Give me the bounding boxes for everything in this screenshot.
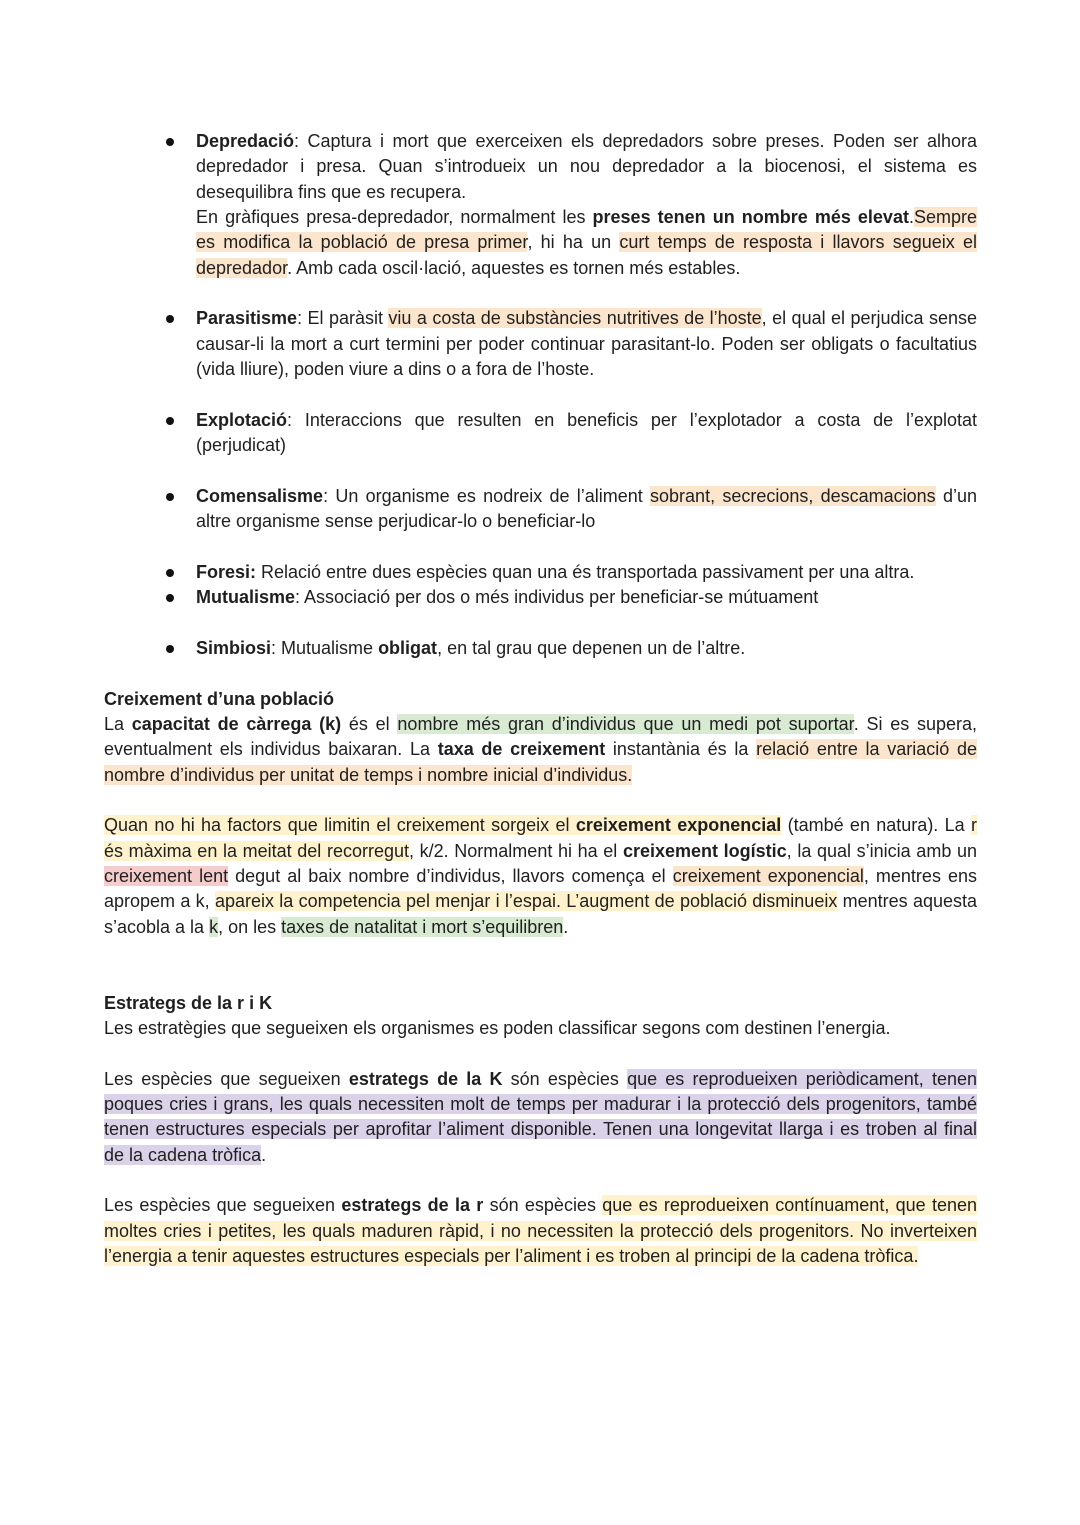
text-run: : Mutualisme bbox=[271, 637, 379, 658]
bullet-paragraph bbox=[196, 306, 977, 382]
bold-text: Mutualisme bbox=[196, 587, 296, 608]
text-run: (també en natura). La bbox=[781, 815, 971, 836]
paragraph bbox=[104, 712, 977, 788]
highlighted-text: curt temps de resposta i llavors segueix el depredador bbox=[196, 232, 977, 278]
bullet-icon bbox=[166, 315, 174, 323]
bold-text: Depredació bbox=[196, 131, 295, 151]
text-run: d’un altre organisme sense perjudicar-lo o beneficiar-lo bbox=[196, 485, 977, 532]
highlighted-text: r és màxima en la meitat del recorregut bbox=[104, 815, 977, 861]
highlighted-text: nombre més gran d’individus que un medi pot suportar bbox=[397, 713, 854, 734]
text-run: és el bbox=[341, 713, 398, 734]
highlighted-text: creixement exponencial bbox=[672, 865, 864, 886]
bullet-paragraph bbox=[196, 636, 977, 661]
text-run: són espècies bbox=[502, 1068, 628, 1089]
text-run: . bbox=[908, 207, 914, 228]
highlighted-text: viu a costa de substàncies nutritives de l’hoste bbox=[388, 308, 762, 329]
bold-text: Foresi: bbox=[196, 561, 257, 582]
highlighted-text: Quan no hi ha factors que limitin el creixement sorgeix el bbox=[104, 815, 576, 836]
bullet-paragraph bbox=[196, 585, 977, 610]
paragraph bbox=[104, 1016, 977, 1041]
bullet-paragraph bbox=[196, 205, 977, 281]
text-run: . bbox=[261, 1144, 267, 1165]
text-run: , el qual el perjudica sense causar-li la mort a curt termini per poder continuar parasitant-lo. Poden ser obligats o facultatius (vida lliure), poden viure a dins o a fora de l’hoste. bbox=[196, 308, 977, 380]
text-run: , on les bbox=[218, 916, 282, 937]
text-run: , hi ha un bbox=[527, 232, 620, 253]
bold-text: Parasitisme bbox=[196, 308, 298, 329]
bold-text: preses tenen un nombre més elevat bbox=[592, 207, 909, 228]
text-run: , la qual s’inicia amb un bbox=[786, 840, 977, 861]
text-run: instantània és la bbox=[605, 739, 757, 760]
bullet-paragraph bbox=[196, 484, 977, 535]
bullet-paragraph bbox=[196, 560, 977, 585]
text-run: . Amb cada oscil·lació, aquestes es tornen més estables. bbox=[287, 257, 741, 278]
text-run: mentres aquesta s’acobla a la bbox=[104, 891, 978, 937]
highlighted-text: creixement exponencial bbox=[575, 815, 782, 836]
highlighted-text: taxes de natalitat i mort s’equilibren bbox=[281, 916, 564, 937]
text-run: Les espècies que segueixen bbox=[104, 1195, 342, 1216]
highlighted-text: apareix la competencia pel menjar i l’espai. L’augment de població disminueix bbox=[214, 891, 838, 912]
bullet-item bbox=[104, 484, 977, 535]
bullet-item bbox=[104, 585, 977, 610]
highlighted-text: creixement lent bbox=[104, 865, 229, 886]
bold-text: Simbiosi bbox=[196, 637, 272, 658]
spacer bbox=[104, 788, 977, 813]
text-run: : Associació per dos o més individus per beneficiar-se mútuament bbox=[295, 587, 819, 608]
paragraph bbox=[104, 813, 977, 940]
bullet-icon bbox=[166, 645, 174, 653]
highlighted-text: que es reprodueixen contínuament, que tenen moltes cries i petites, les quals maduren ràpid, i no necessiten la protecció dels progenitors. No inverteixen l’energia a tenir aquestes estructures especials per l’aliment i es troben al principi de la cadena tròfica. bbox=[104, 1195, 977, 1267]
bullet-icon bbox=[166, 138, 174, 146]
bold-text: estrategs de la r bbox=[341, 1195, 484, 1216]
bullet-paragraph bbox=[196, 408, 977, 459]
bullet-item bbox=[104, 129, 977, 281]
bold-text: creixement logístic bbox=[622, 840, 787, 861]
text-run: , mentres ens apropem a k, bbox=[104, 865, 978, 912]
bold-text: Explotació bbox=[196, 409, 288, 430]
section-heading: Creixement d’una població bbox=[104, 688, 335, 709]
text-run: : Un organisme es nodreix de l’aliment bbox=[323, 485, 651, 506]
spacer bbox=[104, 1041, 977, 1066]
bold-text: obligat bbox=[378, 637, 438, 658]
text-run: Les estratègies que segueixen els organismes es poden classificar segons com destinen l’energia. bbox=[104, 1018, 891, 1039]
text-run: : Captura i mort que exerceixen els depredadors sobre preses. Poden ser alhora depredador i presa. Quan s’introdueix un nou depredador a la biocenosi, el sistema es desequilibra fins que es recupera. bbox=[196, 131, 977, 202]
text-run: degut al baix nombre d’individus, llavors comença el bbox=[228, 865, 673, 886]
bold-text: Comensalisme bbox=[196, 485, 324, 506]
text-run: Relació entre dues espècies quan una és transportada passivament per una altra. bbox=[256, 561, 915, 582]
highlighted-text: que es reprodueixen periòdicament, tenen poques cries i grans, les quals necessiten molt de temps per madurar i la protecció dels progenitors, també tenen estructures especials per aprofitar l’aliment disponible. Tenen una longevitat llarga i es troben al final de la cadena tròfica bbox=[104, 1068, 977, 1165]
text-run: : El paràsit bbox=[297, 308, 389, 329]
bullet-item bbox=[104, 306, 977, 382]
document-page bbox=[104, 129, 977, 1269]
bullet-item bbox=[104, 560, 977, 585]
text-run: , en tal grau que depenen un de l’altre. bbox=[437, 637, 746, 658]
bullet-icon bbox=[166, 493, 174, 501]
text-run: . bbox=[563, 916, 569, 937]
highlighted-text: Sempre es modifica la població de presa primer bbox=[196, 207, 977, 253]
bold-text: capacitat de càrrega (k) bbox=[131, 713, 342, 734]
text-run: : Interaccions que resulten en beneficis per l’explotador a costa de l’explotat (perjudicat) bbox=[196, 409, 977, 456]
bullet-item bbox=[104, 408, 977, 459]
bullet-paragraph bbox=[196, 129, 977, 205]
section-heading: Estrategs de la r i K bbox=[104, 992, 273, 1013]
text-run: són espècies bbox=[483, 1195, 603, 1216]
paragraph bbox=[104, 1067, 977, 1168]
bold-text: taxa de creixement bbox=[437, 739, 606, 760]
spacer bbox=[104, 940, 977, 991]
highlighted-text: k bbox=[209, 916, 219, 937]
bullet-icon bbox=[166, 569, 174, 577]
paragraph bbox=[104, 1193, 977, 1269]
highlighted-text: relació entre la variació de nombre d’individus per unitat de temps i nombre inicial d’individus. bbox=[104, 739, 978, 785]
spacer bbox=[104, 1168, 977, 1193]
highlighted-text: sobrant, secrecions, descamacions bbox=[650, 485, 936, 506]
text-run: Les espècies que segueixen bbox=[104, 1068, 349, 1089]
bullet-icon bbox=[166, 594, 174, 602]
text-run: En gràfiques presa-depredador, normalment les bbox=[196, 207, 593, 228]
text-run: . Si es supera, eventualment els individus baixaran. La bbox=[104, 713, 978, 760]
text-run: La bbox=[104, 713, 132, 734]
bold-text: estrategs de la K bbox=[348, 1068, 503, 1089]
bullet-icon bbox=[166, 417, 174, 425]
text-run: , k/2. Normalment hi ha el bbox=[409, 840, 623, 861]
bullet-item bbox=[104, 636, 977, 661]
